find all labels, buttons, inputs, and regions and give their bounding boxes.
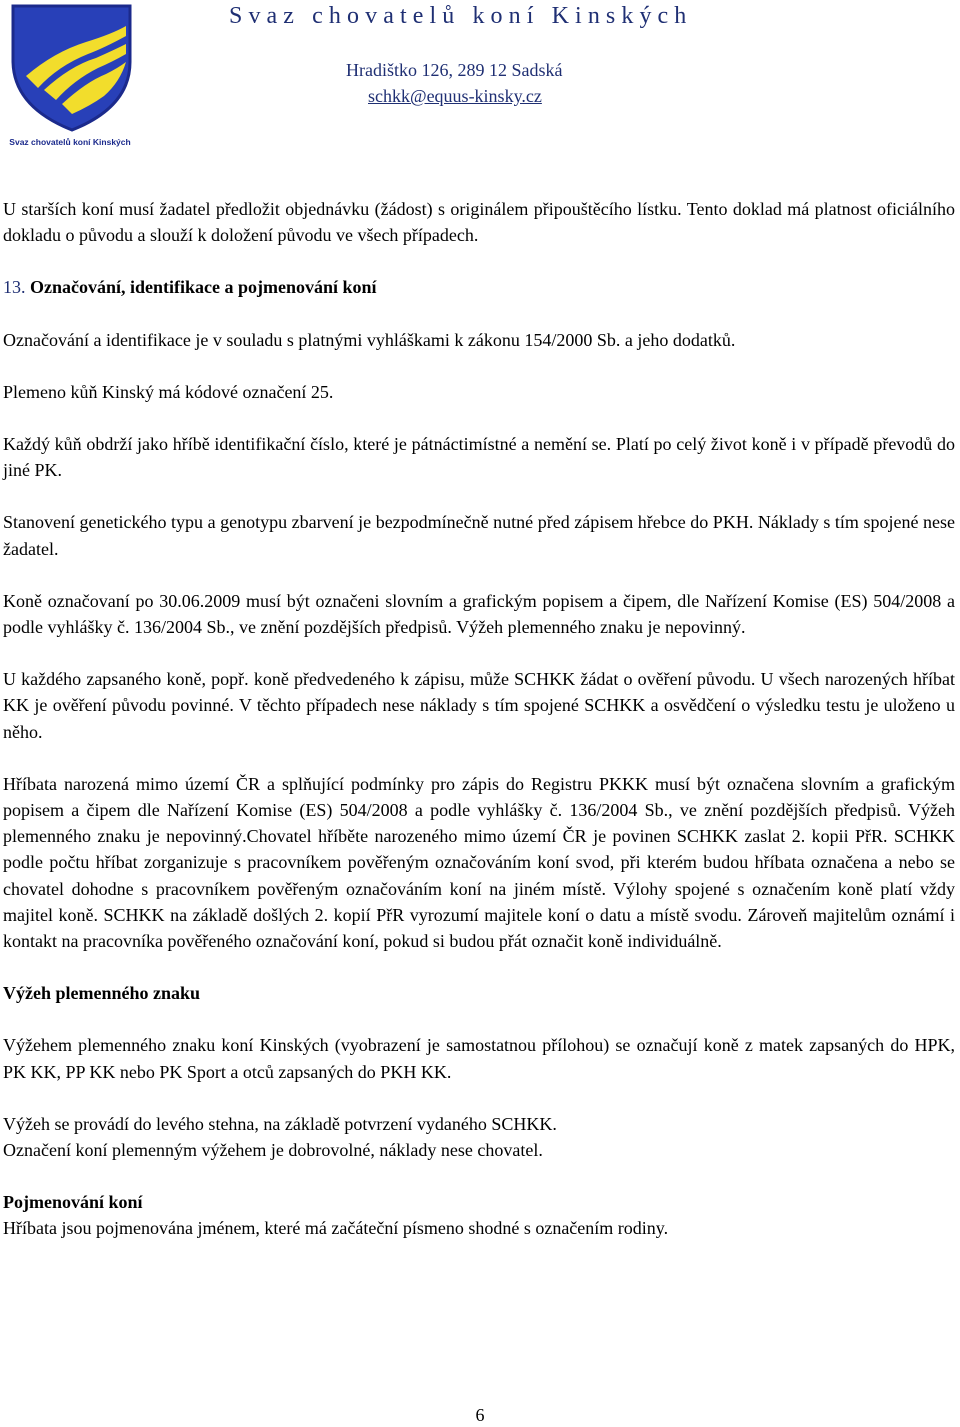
section-number: 13. (3, 277, 26, 298)
paragraph: Stanovení genetického typu a genotypu zbarvení je bezpodmínečně nutné před zápisem hřebce do PKH. Náklady s tím spojené nese žadatel. (3, 512, 955, 559)
subheading-vyzeh: Výžeh plemenného znaku (3, 983, 201, 1004)
paragraph: Označování a identifikace je v souladu s platnými vyhláškami k zákonu 154/2000 Sb. a jeho dodatků. (3, 329, 736, 350)
paragraph: Každý kůň obdrží jako hříbě identifikační číslo, které je pátnáctimístné a nemění se. Platí po celý život koně i v případě převodů do jiné PK. (3, 434, 955, 481)
paragraph: U každého zapsaného koně, popř. koně předvedeného k zápisu, může SCHKK žádat o ověření původu. U všech narozených hříbat KK je ověření původu povinné. V těchto případech nese náklady s tím spojené SCHKK a osvědčení o výsledku testu je uloženo u něho. (3, 669, 955, 742)
paragraph: Označení koní plemenným výžehem je dobrovolné, náklady nese chovatel. (3, 1140, 543, 1161)
paragraph: Výžeh se provádí do levého stehna, na základě potvrzení vydaného SCHKK. (3, 1113, 557, 1134)
subheading-pojmenovani: Pojmenování koní (3, 1192, 143, 1213)
page-number: 6 (475, 1405, 485, 1425)
paragraph: Hříbata jsou pojmenována jménem, které má začáteční písmeno shodné s označením rodiny. (3, 1218, 669, 1239)
logo-caption: Svaz chovatelů koní Kinských (9, 137, 131, 147)
document-body (3, 196, 955, 1268)
paragraph: Hříbata narozená mimo území ČR a splňující podmínky pro zápis do Registru PKKK musí být označena slovním a grafickým popisem a čipem dle Nařízení Komise (ES) 504/2008 a podle vyhlášky č. 136/2004 Sb., ve znění pozdějších předpisů. Výžeh plemenného znaku je nepovinný.Chovatel hříběte narozeného mimo území ČR je povinen SCHKK zaslat 2. kopii PřR. SCHKK podle počtu hříbat zorganizuje s pracovníkem pověřeným označováním koní svod, při kterém budou hříbata označena a nebo se chovatel dohodne s pracovníkem pověřeným označováním koní na jiném místě. Výlohy spojené s označením koně platí vždy majitel koně. SCHKK na základě došlých 2. kopií PřR vyrozumí majitele koní o datu a místě svodu. Zároveň majitelům oznámí i kontakt na pracovníka pověřeného označování koní, pokud si budou přát označit koně individuálně. (3, 773, 955, 952)
section-heading (3, 274, 955, 300)
association-logo (8, 2, 138, 150)
paragraph: Plemeno kůň Kinský má kódové označení 25. (3, 381, 334, 402)
organization-name: Svaz chovatelů koní Kinských (229, 3, 693, 29)
paragraph: Výžehem plemenného znaku koní Kinských (vyobrazení je samostatnou přílohou) se označují koně z matek zapsaných do HPK, PK KK, PP KK nebo PK Sport a otců zapsaných do PKH KK. (3, 1035, 955, 1082)
section-title: Označování, identifikace a pojmenování koní (30, 277, 377, 298)
paragraph: Koně označovaní po 30.06.2009 musí být označeni slovním a grafickým popisem a čipem, dle Nařízení Komise (ES) 504/2008 a podle vyhlášky č. 136/2004 Sb., ve znění pozdějších předpisů. Výžeh plemenného znaku je nepovinný. (3, 590, 955, 638)
paragraph: U starších koní musí žadatel předložit objednávku (žádost) s originálem připouštěcího lístku. Tento doklad má platnost oficiálního dokladu o původu a slouží k doložení původu ve všech případech. (3, 199, 955, 246)
email-link[interactable]: schkk@equus-kinsky.cz (368, 86, 542, 106)
address-text: Hradištko 126, 289 12 Sadská (346, 60, 563, 80)
